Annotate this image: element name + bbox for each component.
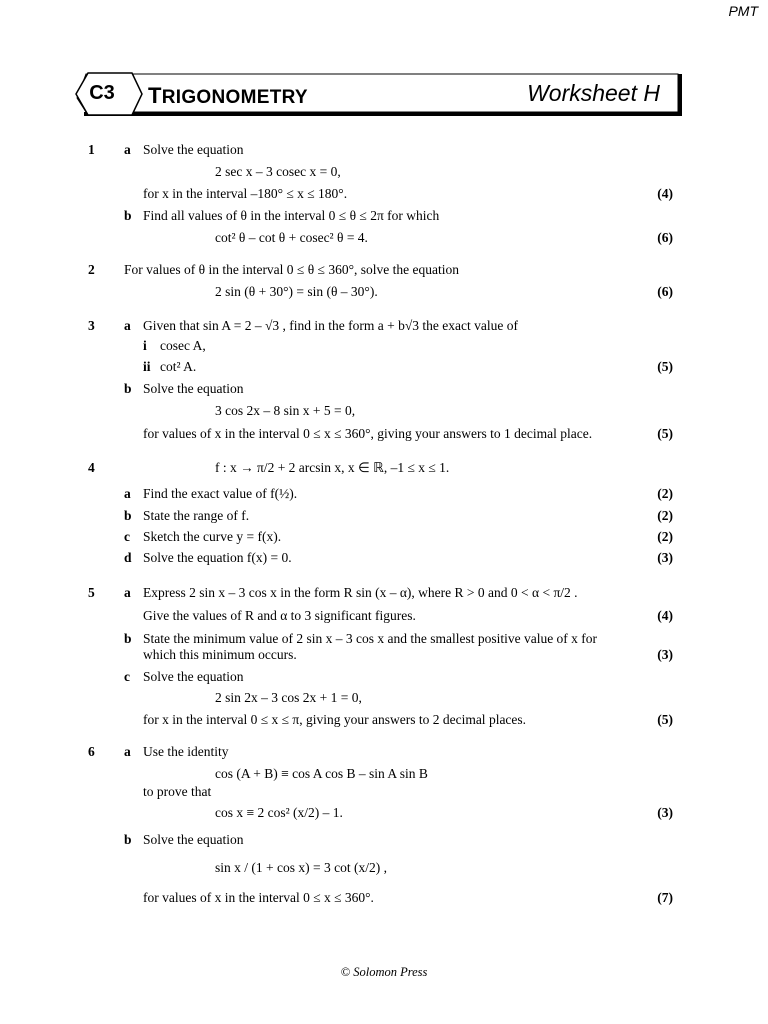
part-label: b	[124, 508, 132, 523]
part-label: d	[124, 550, 132, 565]
question-text: Given that sin A = 2 – √3 , find in the form a + b√3 the exact value of	[143, 318, 518, 333]
question-text: which this minimum occurs.	[143, 647, 297, 662]
equation: cos x ≡ 2 cos² (x/2) – 1.	[215, 805, 343, 820]
marks: (5)	[657, 359, 673, 374]
subpart-label: ii	[143, 359, 151, 374]
marks: (3)	[657, 647, 673, 662]
equation: 3 cos 2x – 8 sin x + 5 = 0,	[215, 403, 356, 418]
question-text: Find the exact value of f(½).	[143, 486, 298, 501]
marks: (2)	[657, 486, 673, 501]
marks: (3)	[657, 550, 673, 565]
worksheet-label: Worksheet H	[527, 80, 660, 106]
equation: 2 sec x – 3 cosec x = 0,	[215, 164, 341, 179]
question-number: 1	[88, 142, 95, 157]
marks: (5)	[657, 712, 673, 727]
question-text: For values of θ in the interval 0 ≤ θ ≤ 360°, solve the equation	[124, 262, 459, 277]
part-label: a	[124, 744, 131, 759]
question-number: 3	[88, 318, 95, 333]
question-text: Sketch the curve y = f(x).	[143, 529, 282, 544]
question-text: for x in the interval –180° ≤ x ≤ 180°.	[143, 186, 348, 201]
marks: (6)	[657, 230, 673, 245]
marks: (3)	[657, 805, 673, 820]
question-text: State the minimum value of 2 sin x – 3 cos x and the smallest positive value of x for	[143, 631, 598, 646]
part-label: c	[124, 529, 130, 544]
part-label: b	[124, 208, 132, 223]
question-text: Solve the equation	[143, 669, 244, 684]
question-text: cot² A.	[160, 359, 197, 374]
question-text: Find all values of θ in the interval 0 ≤ θ ≤ 2π for which	[143, 208, 440, 223]
part-label: b	[124, 832, 132, 847]
subpart-label: i	[143, 338, 147, 353]
marks: (2)	[657, 529, 673, 544]
equation: cot² θ – cot θ + cosec² θ = 4.	[215, 230, 368, 245]
question-text: Solve the equation	[143, 381, 244, 396]
corner-tag: PMT	[728, 3, 758, 19]
equation: sin x / (1 + cos x) = 3 cot (x/2) ,	[215, 860, 387, 875]
question-text: Solve the equation	[143, 142, 244, 157]
marks: (5)	[657, 426, 673, 441]
question-text: to prove that	[143, 784, 212, 799]
part-label: a	[124, 142, 131, 157]
question-text: cosec A,	[160, 338, 206, 353]
question-text: State the range of f.	[143, 508, 250, 523]
equation: 2 sin 2x – 3 cos 2x + 1 = 0,	[215, 690, 362, 705]
question-text: Give the values of R and α to 3 significant figures.	[143, 608, 416, 623]
question-number: 4	[88, 460, 95, 475]
question-text: Express 2 sin x – 3 cos x in the form R sin (x – α), where R > 0 and 0 < α < π/2 .	[143, 585, 578, 600]
footer-copyright: © Solomon Press	[340, 965, 428, 979]
question-text: Solve the equation	[143, 832, 244, 847]
question-number: 2	[88, 262, 95, 277]
question-text: Use the identity	[143, 744, 229, 759]
part-label: a	[124, 486, 131, 501]
marks: (7)	[657, 890, 673, 905]
question-text: Solve the equation f(x) = 0.	[143, 550, 292, 565]
worksheet-banner	[70, 70, 680, 120]
question-text: for values of x in the interval 0 ≤ x ≤ 360°.	[143, 890, 374, 905]
marks: (2)	[657, 508, 673, 523]
question-text: for values of x in the interval 0 ≤ x ≤ 360°, giving your answers to 1 decimal place.	[143, 426, 593, 441]
marks: (4)	[657, 186, 673, 201]
function-definition: f : x → π/2 + 2 arcsin x, x ∈ ℝ, –1 ≤ x ≤ 1.	[215, 460, 450, 475]
module-code: C3	[89, 82, 115, 104]
part-label: a	[124, 318, 131, 333]
question-number: 6	[88, 744, 95, 759]
question-text: for x in the interval 0 ≤ x ≤ π, giving your answers to 2 decimal places.	[143, 712, 527, 727]
marks: (6)	[657, 284, 673, 299]
identity: cos (A + B) ≡ cos A cos B – sin A sin B	[215, 766, 428, 781]
marks: (4)	[657, 608, 673, 623]
part-label: b	[124, 381, 132, 396]
equation: 2 sin (θ + 30°) = sin (θ – 30°).	[215, 284, 378, 299]
part-label: b	[124, 631, 132, 646]
part-label: a	[124, 585, 131, 600]
question-number: 5	[88, 585, 95, 600]
topic-title: TRIGONOMETRY	[148, 83, 308, 108]
part-label: c	[124, 669, 130, 684]
